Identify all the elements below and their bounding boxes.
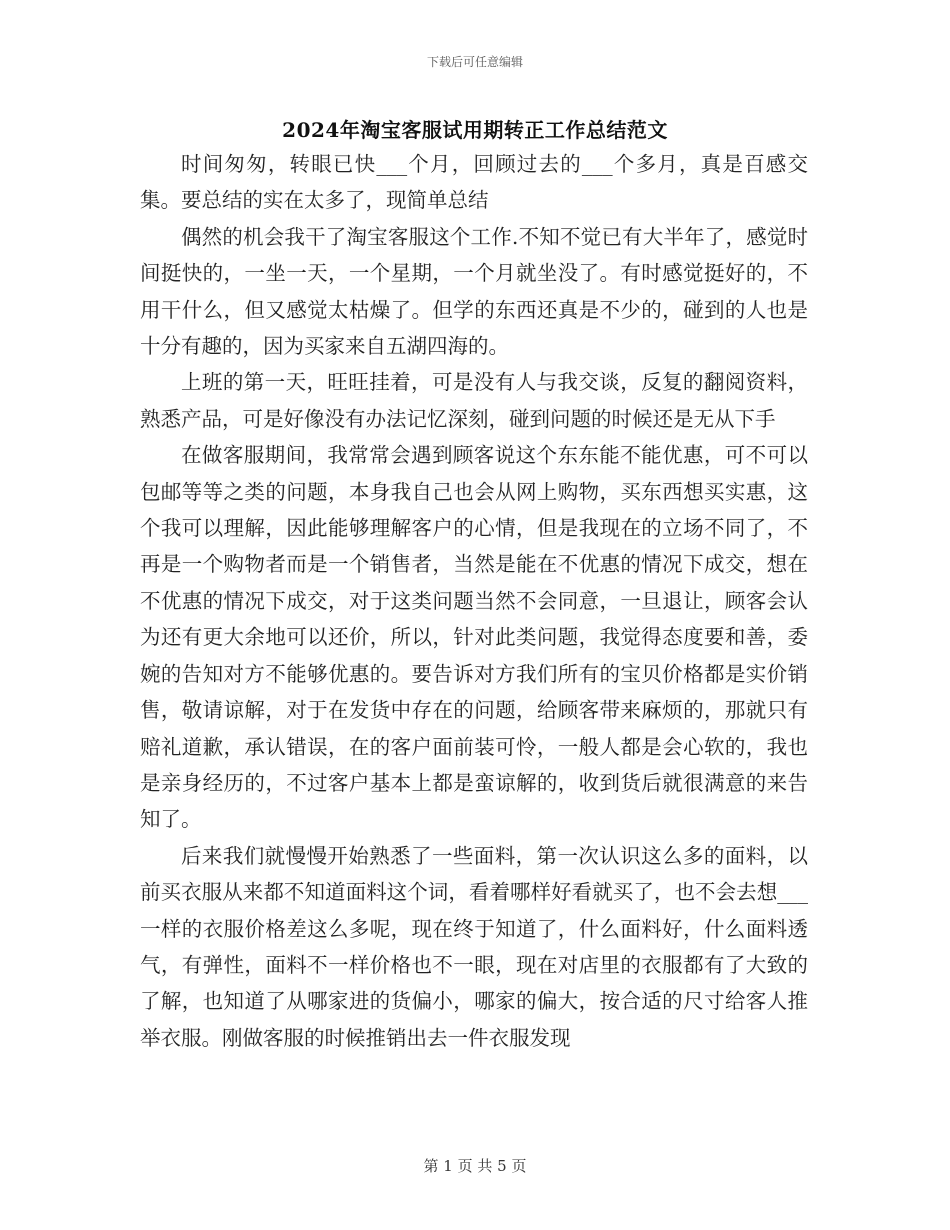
document-body [140, 146, 808, 1056]
page-number: 第 1 页 共 5 页 [423, 1157, 527, 1175]
paragraph-1: 时间匆匆，转眼已快___个月，回顾过去的___个多月，真是百感交集。要总结的实在太多了，现简单总结 [140, 152, 808, 213]
paragraph-5: 后来我们就慢慢开始熟悉了一些面料，第一次认识这么多的面料，以前买衣服从来都不知道面料这个词，看着哪样好看就买了，也不会去想___一样的衣服价格差这么多呢，现在终于知道了，什么面料好，什么面料透气，有弹性，面料不一样价格也不一眼，现在对店里的衣服都有了大致的了解，也知道了从哪家进的货偏小，哪家的偏大，按合适的尺寸给客人推举衣服。刚做客服的时候推销出去一件衣服发现 [140, 843, 808, 1050]
header-note: 下载后可任意编辑 [426, 55, 523, 69]
paragraph-4: 在做客服期间，我常常会遇到顾客说这个东东能不能优惠，可不可以包邮等等之类的问题，本身我自己也会从网上购物，买东西想买实惠，这个我可以理解，因此能够理解客户的心情，但是我现在的立场不同了，不再是一个购物者而是一个销售者，当然是能在不优惠的情况下成交，想在不优惠的情况下成交，对于这类问题当然不会同意，一旦退让，顾客会认为还有更大余地可以还价，所以，针对此类问题，我觉得态度要和善，委婉的告知对方不能够优惠的。要告诉对方我们所有的宝贝价格都是实价销售，敬请谅解，对于在发货中存在的问题，给顾客带来麻烦的，那就只有赔礼道歉，承认错误，在的客户面前装可怜，一般人都是会心软的，我也是亲身经历的，不过客户基本上都是蛮谅解的，收到货后就很满意的来告知了。 [140, 443, 808, 832]
paragraph-2: 偶然的机会我干了淘宝客服这个工作.不知不觉已有大半年了，感觉时间挺快的，一坐一天，一个星期，一个月就坐没了。有时感觉挺好的，不用干什么，但又感觉太枯燥了。但学的东西还真是不少的，碰到的人也是十分有趣的，因为买家来自五湖四海的。 [140, 224, 808, 359]
document-title: 2024年淘宝客服试用期转正工作总结范文 [282, 118, 668, 142]
paragraph-3: 上班的第一天，旺旺挂着，可是没有人与我交谈，反复的翻阅资料，熟悉产品，可是好像没有办法记忆深刻，碰到问题的时候还是无从下手 [140, 370, 808, 431]
